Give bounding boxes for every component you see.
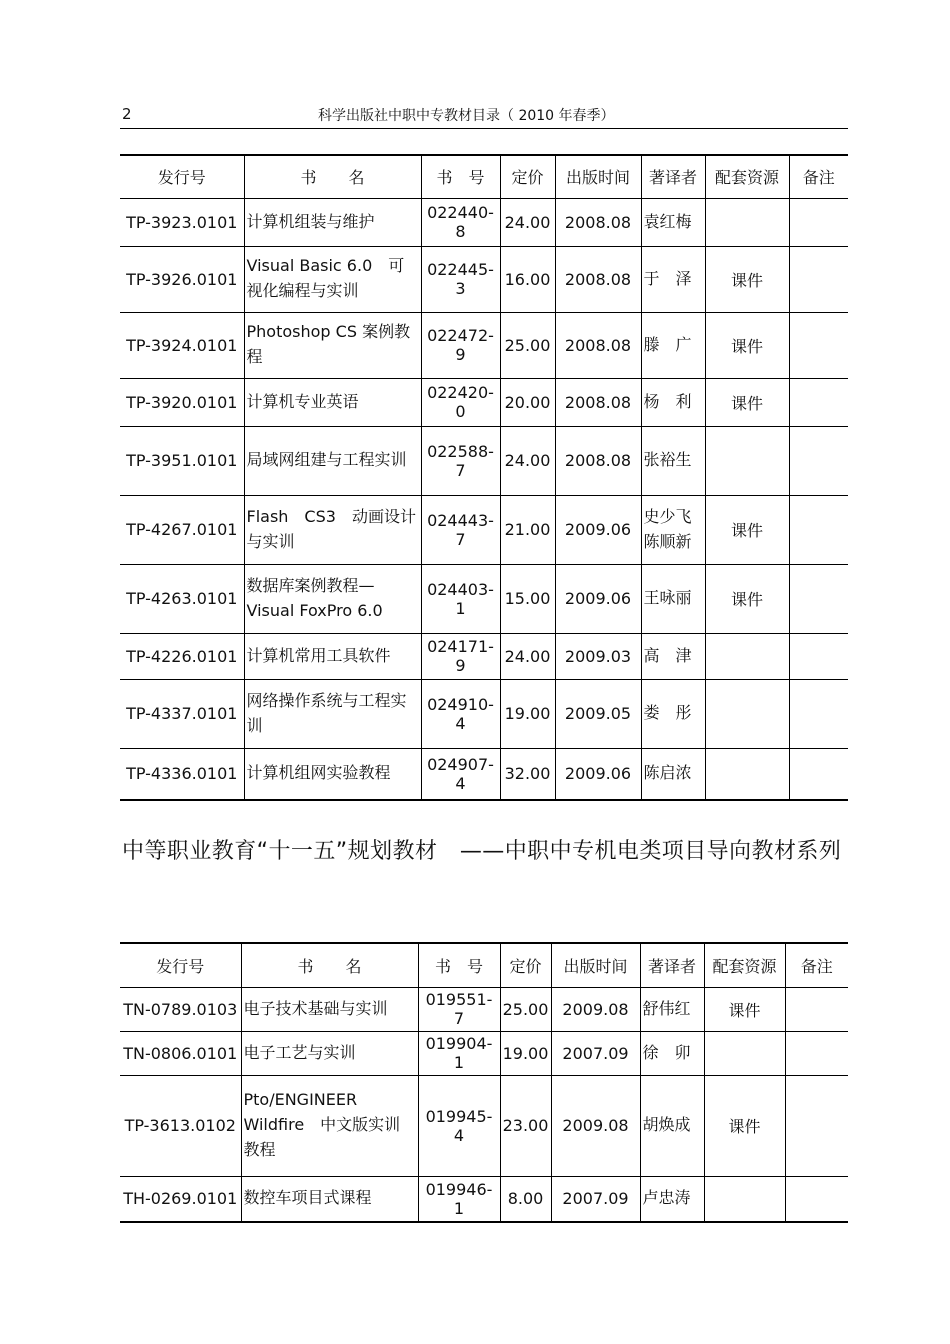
cell-resource xyxy=(705,679,789,748)
table-row xyxy=(120,246,848,312)
table-row xyxy=(120,987,848,1031)
cell-resource xyxy=(704,1031,785,1075)
col-header-date: 出版时间 xyxy=(551,943,640,987)
cell-title: 计算机常用工具软件 xyxy=(244,633,421,679)
cell-resource: 课件 xyxy=(705,246,789,312)
cell-author: 王咏丽 xyxy=(641,564,705,633)
catalog-table-1 xyxy=(120,154,848,801)
cell-id: TP-3924.0101 xyxy=(120,312,244,378)
cell-date: 2009.06 xyxy=(555,495,641,564)
page-header-title: 科学出版社中职中专教材目录（ 2010 年春季） xyxy=(318,108,615,124)
col-header-resource: 配套资源 xyxy=(705,155,789,198)
cell-author: 娄 彤 xyxy=(641,679,705,748)
cell-title: 数据库案例教程— Visual FoxPro 6.0 xyxy=(244,564,421,633)
cell-price: 24.00 xyxy=(500,633,555,679)
cell-price: 24.00 xyxy=(500,426,555,495)
cell-price: 24.00 xyxy=(500,198,555,246)
table-row xyxy=(120,1075,848,1176)
table-row xyxy=(120,633,848,679)
cell-author: 史少飞 陈顺新 xyxy=(641,495,705,564)
cell-title: 计算机组装与维护 xyxy=(244,198,421,246)
cell-note xyxy=(789,312,848,378)
cell-resource xyxy=(705,426,789,495)
cell-isbn: 022445-3 xyxy=(421,246,500,312)
cell-id: TP-3613.0102 xyxy=(120,1075,241,1176)
cell-title: Flash CS3 动画设计与实训 xyxy=(244,495,421,564)
header-rule xyxy=(120,128,848,129)
cell-price: 25.00 xyxy=(500,987,551,1031)
cell-isbn: 019551-7 xyxy=(418,987,500,1031)
cell-date: 2009.06 xyxy=(555,564,641,633)
table-row xyxy=(120,564,848,633)
cell-price: 21.00 xyxy=(500,495,555,564)
col-header-id: 发行号 xyxy=(120,155,244,198)
cell-id: TP-3926.0101 xyxy=(120,246,244,312)
table-row xyxy=(120,748,848,800)
cell-author: 陈启浓 xyxy=(641,748,705,800)
cell-author: 徐 卯 xyxy=(640,1031,704,1075)
cell-isbn: 022420-0 xyxy=(421,378,500,426)
table-row xyxy=(120,1176,848,1222)
cell-id: TP-4263.0101 xyxy=(120,564,244,633)
col-header-id: 发行号 xyxy=(120,943,241,987)
cell-date: 2009.08 xyxy=(551,987,640,1031)
cell-isbn: 024907-4 xyxy=(421,748,500,800)
cell-isbn: 024910-4 xyxy=(421,679,500,748)
cell-resource: 课件 xyxy=(704,1075,785,1176)
cell-resource: 课件 xyxy=(705,378,789,426)
table-row xyxy=(120,198,848,246)
cell-id: TH-0269.0101 xyxy=(120,1176,241,1222)
cell-price: 25.00 xyxy=(500,312,555,378)
col-header-resource: 配套资源 xyxy=(704,943,785,987)
cell-author: 杨 利 xyxy=(641,378,705,426)
cell-id: TP-4267.0101 xyxy=(120,495,244,564)
cell-id: TP-3923.0101 xyxy=(120,198,244,246)
cell-note xyxy=(789,378,848,426)
cell-isbn: 024171-9 xyxy=(421,633,500,679)
cell-id: TP-4337.0101 xyxy=(120,679,244,748)
col-header-note: 备注 xyxy=(789,155,848,198)
cell-resource xyxy=(705,748,789,800)
cell-title: 局域网组建与工程实训 xyxy=(244,426,421,495)
col-header-title: 书 名 xyxy=(244,155,421,198)
cell-id: TP-3951.0101 xyxy=(120,426,244,495)
cell-price: 32.00 xyxy=(500,748,555,800)
col-header-price: 定价 xyxy=(500,943,551,987)
cell-isbn: 019946-1 xyxy=(418,1176,500,1222)
cell-price: 8.00 xyxy=(500,1176,551,1222)
cell-date: 2008.08 xyxy=(555,198,641,246)
section-heading: 中等职业教育“十一五”规划教材 ——中职中专机电类项目导向教材系列 xyxy=(122,839,842,864)
table-header-row xyxy=(120,155,848,198)
cell-date: 2007.09 xyxy=(551,1031,640,1075)
cell-title: 计算机专业英语 xyxy=(244,378,421,426)
cell-date: 2008.08 xyxy=(555,378,641,426)
page-number: 2 xyxy=(122,105,132,123)
cell-id: TN-0789.0103 xyxy=(120,987,241,1031)
cell-isbn: 019945-4 xyxy=(418,1075,500,1176)
cell-date: 2007.09 xyxy=(551,1176,640,1222)
cell-price: 15.00 xyxy=(500,564,555,633)
cell-id: TP-4336.0101 xyxy=(120,748,244,800)
cell-author: 张裕生 xyxy=(641,426,705,495)
cell-author: 高 津 xyxy=(641,633,705,679)
table-row xyxy=(120,426,848,495)
cell-isbn: 024443-7 xyxy=(421,495,500,564)
cell-date: 2009.08 xyxy=(551,1075,640,1176)
cell-title: 电子工艺与实训 xyxy=(241,1031,418,1075)
cell-resource xyxy=(705,633,789,679)
cell-isbn: 024403-1 xyxy=(421,564,500,633)
cell-isbn: 022472-9 xyxy=(421,312,500,378)
cell-isbn: 022588-7 xyxy=(421,426,500,495)
cell-id: TP-4226.0101 xyxy=(120,633,244,679)
cell-price: 16.00 xyxy=(500,246,555,312)
table-row xyxy=(120,495,848,564)
table-row xyxy=(120,312,848,378)
cell-id: TP-3920.0101 xyxy=(120,378,244,426)
cell-price: 19.00 xyxy=(500,1031,551,1075)
cell-note xyxy=(785,1176,848,1222)
cell-title: 数控车项目式课程 xyxy=(241,1176,418,1222)
cell-resource: 课件 xyxy=(705,495,789,564)
cell-title: 网络操作系统与工程实训 xyxy=(244,679,421,748)
col-header-author: 著译者 xyxy=(640,943,704,987)
cell-author: 袁红梅 xyxy=(641,198,705,246)
col-header-isbn: 书 号 xyxy=(418,943,500,987)
cell-resource: 课件 xyxy=(705,564,789,633)
cell-note xyxy=(785,1031,848,1075)
cell-resource: 课件 xyxy=(704,987,785,1031)
cell-author: 胡焕成 xyxy=(640,1075,704,1176)
cell-resource xyxy=(704,1176,785,1222)
cell-note xyxy=(789,564,848,633)
cell-price: 20.00 xyxy=(500,378,555,426)
cell-price: 23.00 xyxy=(500,1075,551,1176)
cell-title: Pto/ENGINEER Wildfire 中文版实训教程 xyxy=(241,1075,418,1176)
col-header-author: 著译者 xyxy=(641,155,705,198)
cell-isbn: 019904-1 xyxy=(418,1031,500,1075)
col-header-title: 书 名 xyxy=(241,943,418,987)
cell-date: 2009.03 xyxy=(555,633,641,679)
cell-resource: 课件 xyxy=(705,312,789,378)
col-header-isbn: 书 号 xyxy=(421,155,500,198)
cell-isbn: 022440-8 xyxy=(421,198,500,246)
cell-date: 2009.06 xyxy=(555,748,641,800)
cell-author: 舒伟红 xyxy=(640,987,704,1031)
cell-note xyxy=(789,679,848,748)
table-row xyxy=(120,1031,848,1075)
cell-id: TN-0806.0101 xyxy=(120,1031,241,1075)
cell-note xyxy=(789,426,848,495)
cell-title: 计算机组网实验教程 xyxy=(244,748,421,800)
cell-note xyxy=(789,495,848,564)
cell-title: Visual Basic 6.0 可视化编程与实训 xyxy=(244,246,421,312)
cell-author: 卢忠涛 xyxy=(640,1176,704,1222)
table-header-row xyxy=(120,943,848,987)
cell-resource xyxy=(705,198,789,246)
catalog-table-2 xyxy=(120,942,848,1223)
cell-date: 2008.08 xyxy=(555,312,641,378)
cell-author: 于 泽 xyxy=(641,246,705,312)
table-row xyxy=(120,679,848,748)
cell-note xyxy=(785,987,848,1031)
cell-date: 2008.08 xyxy=(555,426,641,495)
table-row xyxy=(120,378,848,426)
col-header-note: 备注 xyxy=(785,943,848,987)
cell-date: 2009.05 xyxy=(555,679,641,748)
cell-price: 19.00 xyxy=(500,679,555,748)
cell-title: 电子技术基础与实训 xyxy=(241,987,418,1031)
cell-author: 滕 广 xyxy=(641,312,705,378)
col-header-date: 出版时间 xyxy=(555,155,641,198)
cell-date: 2008.08 xyxy=(555,246,641,312)
cell-note xyxy=(789,198,848,246)
cell-title: Photoshop CS 案例教程 xyxy=(244,312,421,378)
cell-note xyxy=(789,246,848,312)
col-header-price: 定价 xyxy=(500,155,555,198)
cell-note xyxy=(789,748,848,800)
cell-note xyxy=(785,1075,848,1176)
cell-note xyxy=(789,633,848,679)
